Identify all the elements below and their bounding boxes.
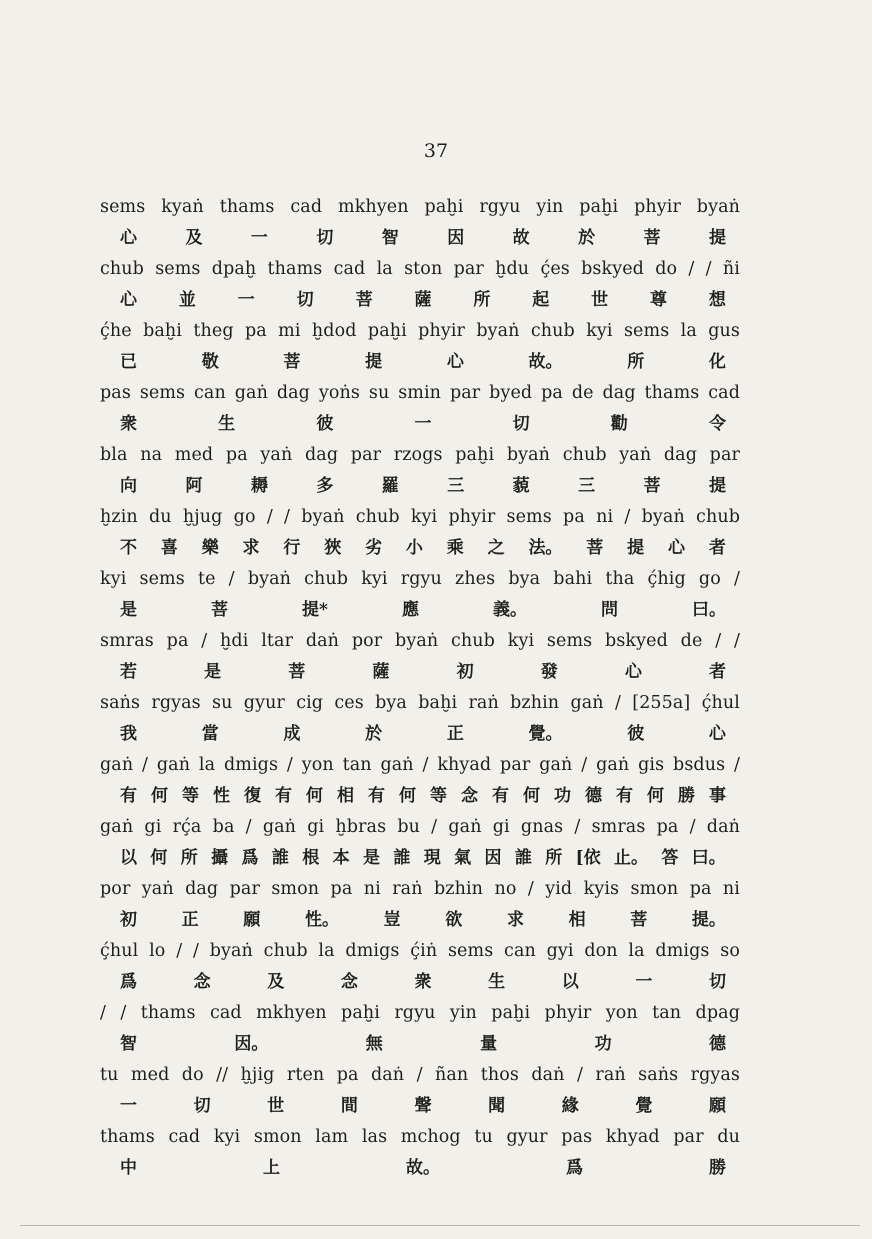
chinese-char: 於 <box>365 724 383 744</box>
chinese-char: 答 <box>661 848 679 868</box>
chinese-char: 問 <box>600 600 618 620</box>
chinese-char: 若 <box>120 662 137 682</box>
chinese-char: 何 <box>399 786 416 806</box>
chinese-char: 心 <box>446 352 464 372</box>
chinese-line <box>100 409 740 440</box>
chinese-char: 心 <box>120 290 137 310</box>
chinese-char: 因 <box>447 228 465 248</box>
chinese-line <box>100 471 740 502</box>
chinese-char: 者 <box>708 662 726 682</box>
chinese-char: 法。 <box>528 538 563 558</box>
chinese-line <box>100 967 740 998</box>
chinese-char: 心 <box>624 662 642 682</box>
chinese-char: 生 <box>218 414 236 434</box>
chinese-line <box>100 595 740 626</box>
chinese-char: 止。 <box>614 848 649 868</box>
chinese-char: 誰 <box>393 848 411 868</box>
chinese-char: 曰。 <box>691 600 726 620</box>
chinese-char: 尊 <box>650 290 668 310</box>
chinese-char: 根 <box>302 848 320 868</box>
chinese-char: 故。 <box>528 352 563 372</box>
chinese-char: 於 <box>578 228 596 248</box>
chinese-char: 功 <box>594 1034 612 1054</box>
chinese-char: 切 <box>193 1096 211 1116</box>
chinese-char: 性。 <box>304 910 339 930</box>
chinese-char: 性 <box>213 786 230 806</box>
chinese-char: 令 <box>708 414 726 434</box>
chinese-char: 三 <box>578 476 596 496</box>
chinese-char: 想 <box>708 290 726 310</box>
chinese-char: 初 <box>120 910 137 930</box>
chinese-char: 願 <box>709 1096 726 1116</box>
chinese-char: 智 <box>381 228 399 248</box>
chinese-line <box>100 905 740 936</box>
chinese-char: 狹 <box>324 538 342 558</box>
chinese-char: 覺。 <box>528 724 563 744</box>
chinese-char: 有 <box>275 786 292 806</box>
chinese-char: [依 <box>575 848 601 868</box>
chinese-char: 以 <box>120 848 137 868</box>
tibetan-line: chub sems dpaḫ thams cad la ston par ḫdu ḉes bskyed do / / ñi <box>100 259 740 279</box>
chinese-char: 以 <box>561 972 579 992</box>
chinese-char: 求 <box>242 538 260 558</box>
chinese-char: 無 <box>365 1034 383 1054</box>
chinese-char: 氣 <box>454 848 472 868</box>
chinese-char: 德 <box>585 786 602 806</box>
chinese-char: 攝 <box>211 848 229 868</box>
chinese-char: 向 <box>120 476 137 496</box>
chinese-char: 上 <box>263 1158 280 1178</box>
tibetan-line: por yaṅ dag par smon pa ni raṅ bzhin no / yid kyis smon pa ni <box>100 879 740 899</box>
chinese-char: 事 <box>709 786 726 806</box>
chinese-char: 阿 <box>185 476 203 496</box>
chinese-char: 行 <box>283 538 301 558</box>
text-block <box>100 192 740 1184</box>
chinese-char: 一 <box>414 414 432 434</box>
chinese-line <box>100 223 740 254</box>
chinese-char: 因 <box>484 848 502 868</box>
chinese-char: 不 <box>120 538 137 558</box>
chinese-char: 衆 <box>120 414 137 434</box>
chinese-char: 聲 <box>414 1096 432 1116</box>
chinese-char: 故。 <box>406 1158 440 1178</box>
chinese-char: 念 <box>461 786 478 806</box>
chinese-char: 樂 <box>201 538 219 558</box>
tibetan-line: smras pa / ḫdi ltar daṅ por byaṅ chub kyi sems bskyed de / / <box>100 631 740 651</box>
chinese-char: 彼 <box>627 724 645 744</box>
chinese-char: 初 <box>456 662 474 682</box>
chinese-char: 菩 <box>355 290 373 310</box>
chinese-char: 菩 <box>586 538 604 558</box>
chinese-char: 菩 <box>643 476 661 496</box>
chinese-char: 勝 <box>678 786 695 806</box>
chinese-char: 羅 <box>381 476 399 496</box>
chinese-char: 何 <box>647 786 664 806</box>
chinese-char: 化 <box>708 352 726 372</box>
chinese-char: 彼 <box>316 414 334 434</box>
chinese-char: 有 <box>120 786 137 806</box>
chinese-char: 喜 <box>160 538 178 558</box>
chinese-char: 菩 <box>630 910 648 930</box>
page-number: 37 <box>423 140 449 162</box>
chinese-char: 之 <box>487 538 505 558</box>
bottom-rule <box>20 1225 860 1226</box>
chinese-char: 及 <box>267 972 285 992</box>
chinese-char: 豈 <box>383 910 401 930</box>
chinese-char: 一 <box>250 228 268 248</box>
chinese-char: 成 <box>283 724 301 744</box>
chinese-char: 本 <box>332 848 350 868</box>
chinese-char: 劣 <box>365 538 383 558</box>
chinese-char: 相 <box>337 786 354 806</box>
chinese-char: 爲 <box>566 1158 583 1178</box>
chinese-line <box>100 843 740 874</box>
chinese-char: 誰 <box>514 848 532 868</box>
chinese-char: 何 <box>151 786 168 806</box>
chinese-char: 念 <box>193 972 211 992</box>
chinese-line <box>100 285 740 316</box>
chinese-char: 所 <box>545 848 563 868</box>
chinese-char: 提* <box>302 600 328 620</box>
chinese-char: 三 <box>447 476 465 496</box>
chinese-char: 願 <box>243 910 261 930</box>
chinese-char: 薩 <box>372 662 390 682</box>
chinese-char: 多 <box>316 476 334 496</box>
chinese-char: 我 <box>120 724 137 744</box>
chinese-char: 有 <box>616 786 633 806</box>
chinese-char: 覺 <box>635 1096 653 1116</box>
chinese-line <box>100 1153 740 1184</box>
chinese-char: 功 <box>554 786 571 806</box>
chinese-char: 曰。 <box>691 848 726 868</box>
chinese-char: 者 <box>708 538 726 558</box>
chinese-line <box>100 657 740 688</box>
chinese-char: 復 <box>244 786 261 806</box>
chinese-char: 乘 <box>446 538 464 558</box>
chinese-char: 故 <box>512 228 530 248</box>
chinese-char: 爲 <box>120 972 137 992</box>
chinese-char: 念 <box>340 972 358 992</box>
tibetan-line: tu med do // ḫjig rten pa daṅ / ñan thos daṅ / raṅ saṅs rgyas <box>100 1065 740 1085</box>
tibetan-line: pas sems can gaṅ dag yoṅs su smin par byed pa de dag thams cad <box>100 383 740 403</box>
chinese-char: 正 <box>446 724 464 744</box>
chinese-char: 何 <box>306 786 323 806</box>
chinese-char: 菩 <box>288 662 306 682</box>
chinese-char: 衆 <box>414 972 432 992</box>
chinese-char: 德 <box>708 1034 726 1054</box>
tibetan-line: thams cad kyi smon lam las mchog tu gyur pas khyad par du <box>100 1127 740 1147</box>
chinese-char: 是 <box>363 848 380 868</box>
chinese-line <box>100 347 740 378</box>
tibetan-line: saṅs rgyas su gyur cig ces bya baḫi raṅ bzhin gaṅ / [255a] ḉhul <box>100 693 740 713</box>
chinese-char: 薩 <box>414 290 432 310</box>
chinese-char: 菩 <box>211 600 229 620</box>
chinese-line <box>100 1091 740 1122</box>
chinese-char: 何 <box>150 848 168 868</box>
chinese-char: 是 <box>204 662 222 682</box>
chinese-char: 菩 <box>283 352 301 372</box>
chinese-char: 切 <box>512 414 530 434</box>
chinese-char: 求 <box>506 910 524 930</box>
chinese-char: 一 <box>237 290 255 310</box>
chinese-char: 所 <box>473 290 491 310</box>
tibetan-line: gaṅ / gaṅ la dmigs / yon tan gaṅ / khyad par gaṅ / gaṅ gis bsdus / <box>100 755 740 775</box>
chinese-char: 當 <box>201 724 219 744</box>
chinese-char: 正 <box>181 910 199 930</box>
chinese-char: 量 <box>480 1034 498 1054</box>
chinese-char: 等 <box>182 786 199 806</box>
chinese-char: 勸 <box>610 414 628 434</box>
chinese-char: 聞 <box>488 1096 506 1116</box>
chinese-char: 提 <box>365 352 383 372</box>
chinese-char: 發 <box>540 662 558 682</box>
chinese-char: 切 <box>316 228 334 248</box>
chinese-char: 一 <box>635 972 653 992</box>
chinese-char: 切 <box>709 972 726 992</box>
chinese-char: 中 <box>120 1158 137 1178</box>
chinese-line <box>100 533 740 564</box>
chinese-char: 並 <box>178 290 196 310</box>
chinese-char: 應 <box>401 600 419 620</box>
tibetan-line: kyi sems te / byaṅ chub kyi rgyu zhes bya bahi tha ḉhig go / <box>100 569 740 589</box>
chinese-char: 所 <box>180 848 198 868</box>
chinese-char: 誰 <box>271 848 289 868</box>
chinese-char: 敬 <box>201 352 219 372</box>
tibetan-line: ḫzin du ḫjug go / / byaṅ chub kyi phyir sems pa ni / byaṅ chub <box>100 507 740 527</box>
tibetan-line: ḉhul lo / / byaṅ chub la dmigs ḉiṅ sems can gyi don la dmigs so <box>100 941 740 961</box>
chinese-char: 等 <box>430 786 447 806</box>
chinese-char: 提 <box>627 538 645 558</box>
chinese-char: 菩 <box>643 228 661 248</box>
chinese-char: 是 <box>120 600 137 620</box>
chinese-char: 心 <box>120 228 137 248</box>
tibetan-line: gaṅ gi rḉa ba / gaṅ gi ḫbras bu / gaṅ gi gnas / smras pa / daṅ <box>100 817 740 837</box>
chinese-char: 心 <box>667 538 685 558</box>
tibetan-line: sems kyaṅ thams cad mkhyen paḫi rgyu yin paḫi phyir byaṅ <box>100 197 740 217</box>
chinese-char: 生 <box>488 972 506 992</box>
chinese-line <box>100 1029 740 1060</box>
chinese-char: 切 <box>296 290 314 310</box>
chinese-char: 世 <box>591 290 609 310</box>
chinese-char: 緣 <box>561 1096 579 1116</box>
chinese-char: 因。 <box>234 1034 269 1054</box>
chinese-char: 耨 <box>250 476 268 496</box>
chinese-char: 提 <box>708 476 726 496</box>
chinese-char: 已 <box>120 352 137 372</box>
chinese-char: 起 <box>532 290 550 310</box>
chinese-char: 有 <box>492 786 509 806</box>
chinese-char: 勝 <box>709 1158 726 1178</box>
chinese-char: 義。 <box>492 600 527 620</box>
chinese-char: 爲 <box>241 848 259 868</box>
chinese-char: 智 <box>120 1034 137 1054</box>
chinese-line <box>100 781 740 812</box>
chinese-char: 心 <box>708 724 726 744</box>
tibetan-line: ḉhe baḫi theg pa mi ḫdod paḫi phyir byaṅ chub kyi sems la gus <box>100 321 740 341</box>
chinese-char: 及 <box>185 228 203 248</box>
tibetan-line: / / thams cad mkhyen paḫi rgyu yin paḫi phyir yon tan dpag <box>100 1003 740 1023</box>
tibetan-line: bla na med pa yaṅ dag par rzogs paḫi byaṅ chub yaṅ dag par <box>100 445 740 465</box>
chinese-char: 欲 <box>445 910 463 930</box>
chinese-char: 所 <box>627 352 645 372</box>
chinese-char: 一 <box>120 1096 137 1116</box>
chinese-char: 何 <box>523 786 540 806</box>
chinese-line <box>100 719 740 750</box>
chinese-char: 現 <box>423 848 441 868</box>
chinese-char: 相 <box>568 910 586 930</box>
chinese-char: 世 <box>267 1096 285 1116</box>
chinese-char: 藐 <box>512 476 530 496</box>
chinese-char: 小 <box>405 538 423 558</box>
chinese-char: 有 <box>368 786 385 806</box>
chinese-char: 提 <box>708 228 726 248</box>
chinese-char: 間 <box>340 1096 358 1116</box>
chinese-char: 提。 <box>691 910 726 930</box>
